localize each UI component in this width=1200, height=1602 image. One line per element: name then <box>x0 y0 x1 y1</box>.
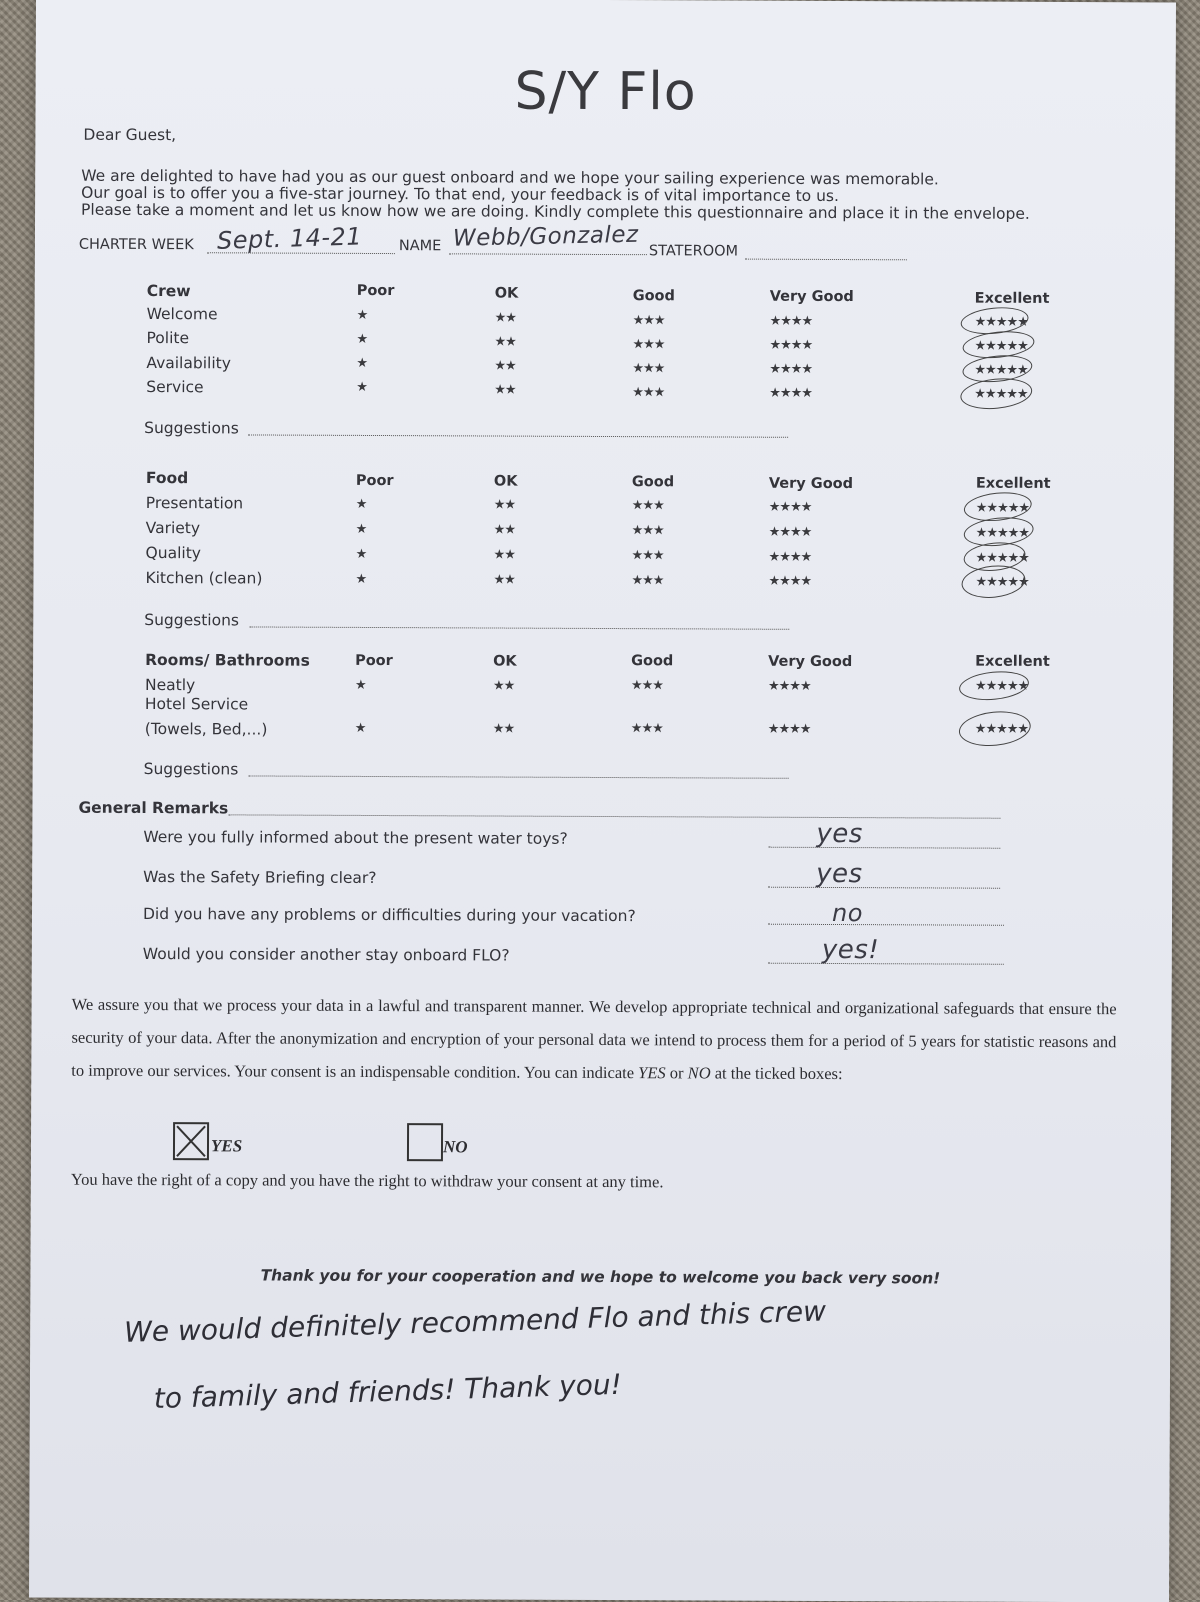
circled-excellent-mark <box>958 668 1030 703</box>
food-item-variety: Variety <box>145 518 201 538</box>
rating-4-stars[interactable]: ★★★★ <box>769 361 813 377</box>
consent-yes-word: YES <box>638 1063 666 1083</box>
food-item-kitchen: Kitchen (clean) <box>145 568 263 588</box>
consent-text: We assure you that we process your data in a lawful and transparent manner. We develop appropriate technical and organizational safeguards that ensure the security of your data. After the anonymization and encryption of your personal data we intend to process them for a period of 5 years for statistic reasons and to improve our services. Your consent is an indispensable condition. You can indicate <box>71 994 1117 1083</box>
rating-2-stars[interactable]: ★★ <box>493 522 516 538</box>
crew-suggestions-line[interactable] <box>248 434 788 437</box>
name-line <box>449 253 647 255</box>
food-section-title: Food <box>145 468 189 488</box>
rating-4-stars[interactable]: ★★★★ <box>768 524 812 540</box>
rooms-section-title: Rooms/ Bathrooms <box>145 650 310 670</box>
rating-5-stars[interactable]: ★★★★★ <box>975 574 1029 590</box>
rating-4-stars[interactable]: ★★★★ <box>769 385 812 401</box>
answer-line[interactable] <box>768 887 1000 889</box>
rating-1-stars[interactable]: ★ <box>356 379 367 395</box>
answer-problems[interactable]: no <box>831 898 863 928</box>
rating-5-stars[interactable]: ★★★★★ <box>975 500 1030 516</box>
rating-3-stars[interactable]: ★★★ <box>632 337 665 353</box>
food-col-good: Good <box>631 474 675 491</box>
rating-5-stars[interactable]: ★★★★★ <box>975 525 1029 541</box>
crew-col-excellent: Excellent <box>974 290 1050 307</box>
crew-item-availability: Availability <box>146 353 231 373</box>
answer-another-stay[interactable]: yes! <box>821 934 880 966</box>
consent-no-checkbox[interactable] <box>407 1123 443 1161</box>
charter-week-label: CHARTER WEEK <box>78 236 194 254</box>
circled-excellent-mark <box>957 708 1032 749</box>
question-problems: Did you have any problems or difficulties during your vacation? <box>142 904 636 926</box>
crew-section-title: Crew <box>146 281 191 301</box>
rooms-item-hotel-service: Hotel Service <box>144 694 249 714</box>
food-col-very-good: Very Good <box>768 475 854 493</box>
rooms-col-good: Good <box>631 653 674 670</box>
consent-text-end: at the ticked boxes: <box>710 1063 843 1084</box>
rating-3-stars[interactable]: ★★★ <box>631 548 664 564</box>
crew-item-polite: Polite <box>146 328 190 348</box>
food-col-poor: Poor <box>355 472 394 490</box>
name-label: NAME <box>398 238 442 255</box>
rating-4-stars[interactable]: ★★★★ <box>768 573 812 589</box>
rooms-col-very-good: Very Good <box>768 653 853 671</box>
crew-item-service: Service <box>146 377 204 397</box>
question-water-toys: Were you fully informed about the present water toys? <box>143 827 568 848</box>
stateroom-label: STATEROOM <box>648 243 739 260</box>
answer-line[interactable] <box>768 924 1004 926</box>
rooms-col-poor: Poor <box>355 652 393 670</box>
rating-5-stars[interactable]: ★★★★★ <box>974 338 1028 354</box>
general-remarks-line[interactable] <box>228 814 1000 818</box>
rating-1-stars[interactable]: ★ <box>355 546 367 562</box>
rooms-col-ok: OK <box>493 653 517 670</box>
consent-or-word: or <box>665 1063 688 1083</box>
rating-5-stars[interactable]: ★★★★★ <box>974 362 1028 378</box>
rating-2-stars[interactable]: ★★ <box>494 382 516 398</box>
food-item-quality: Quality <box>145 543 202 563</box>
food-col-ok: OK <box>493 473 518 490</box>
check-x-icon <box>175 1124 207 1158</box>
rating-4-stars[interactable]: ★★★★ <box>767 721 811 737</box>
rating-1-stars[interactable]: ★ <box>354 677 366 693</box>
rating-2-stars[interactable]: ★★ <box>493 572 515 588</box>
rating-1-stars[interactable]: ★ <box>356 331 368 347</box>
rating-3-stars[interactable]: ★★★ <box>632 385 665 401</box>
circled-excellent-mark <box>960 563 1027 601</box>
rating-2-stars[interactable]: ★★ <box>493 547 515 563</box>
food-suggestions-label: Suggestions <box>144 610 240 630</box>
rating-3-stars[interactable]: ★★★ <box>631 523 664 539</box>
consent-no-word: NO <box>687 1063 711 1083</box>
rating-2-stars[interactable]: ★★ <box>494 358 516 374</box>
form-title: S/Y Flo <box>514 61 697 123</box>
rating-3-stars[interactable]: ★★★ <box>632 313 665 329</box>
answer-safety-briefing[interactable]: yes <box>816 858 863 890</box>
circled-excellent-mark <box>959 375 1034 412</box>
questionnaire-sheet <box>29 0 1176 1602</box>
rating-5-stars[interactable]: ★★★★★ <box>974 314 1028 330</box>
crew-col-ok: OK <box>494 285 519 302</box>
consent-rights-text: You have the right of a copy and you have the right to withdraw your consent at any time. <box>70 1169 664 1192</box>
rating-1-stars[interactable]: ★ <box>355 571 367 587</box>
rating-5-stars[interactable]: ★★★★★ <box>975 550 1029 566</box>
rooms-suggestions-label: Suggestions <box>143 759 239 779</box>
name-value[interactable]: Webb/Gonzalez <box>452 221 639 252</box>
crew-item-welcome: Welcome <box>146 304 218 324</box>
rating-5-stars[interactable]: ★★★★★ <box>974 678 1029 694</box>
rating-4-stars[interactable]: ★★★★ <box>767 678 811 694</box>
greeting: Dear Guest, <box>83 125 177 145</box>
food-suggestions-line[interactable] <box>249 626 789 629</box>
answer-line[interactable] <box>768 963 1004 965</box>
thank-you-message: Thank you for your cooperation and we hope to welcome you back very soon! <box>260 1266 941 1288</box>
rating-1-stars[interactable]: ★ <box>356 355 368 371</box>
rooms-col-excellent: Excellent <box>975 653 1050 670</box>
answer-water-toys[interactable]: yes <box>816 818 863 850</box>
rating-2-stars[interactable]: ★★ <box>492 678 515 694</box>
intro-line-2: Our goal is to offer you a five-star journey. To that end, your feedback is of vital importance to us. <box>81 183 839 206</box>
rooms-suggestions-line[interactable] <box>249 775 789 778</box>
question-another-stay: Would you consider another stay onboard FLO? <box>142 944 510 965</box>
rating-3-stars[interactable]: ★★★ <box>631 498 664 514</box>
rating-4-stars[interactable]: ★★★★ <box>768 549 812 565</box>
rating-3-stars[interactable]: ★★★ <box>630 678 664 694</box>
rating-2-stars[interactable]: ★★ <box>493 497 516 513</box>
rating-2-stars[interactable]: ★★ <box>494 334 516 350</box>
crew-suggestions-label: Suggestions <box>144 418 239 438</box>
rating-3-stars[interactable]: ★★★ <box>632 361 665 377</box>
rating-5-stars[interactable]: ★★★★★ <box>974 386 1028 402</box>
rating-1-stars[interactable]: ★ <box>356 307 368 323</box>
food-item-presentation: Presentation <box>145 493 244 513</box>
question-safety-briefing: Was the Safety Briefing clear? <box>143 867 377 888</box>
general-remarks-title: General Remarks <box>78 798 229 818</box>
rating-2-stars[interactable]: ★★ <box>492 721 515 737</box>
handwritten-note-line-1: We would definitely recommend Flo and this crew <box>123 1294 827 1349</box>
rating-4-stars[interactable]: ★★★★ <box>769 337 813 353</box>
rating-3-stars[interactable]: ★★★ <box>630 721 663 737</box>
rating-1-stars[interactable]: ★ <box>355 521 367 537</box>
intro-line-1: We are delighted to have had you as our guest onboard and we hope your sailing experience was memorable. <box>81 166 939 189</box>
rooms-item-hotel-service-detail: (Towels, Bed,...) <box>144 719 268 739</box>
rating-5-stars[interactable]: ★★★★★ <box>974 721 1029 737</box>
rating-4-stars[interactable]: ★★★★ <box>768 499 812 515</box>
rooms-item-neatly: Neatly <box>144 675 196 695</box>
rating-4-stars[interactable]: ★★★★ <box>769 313 813 329</box>
rating-1-stars[interactable]: ★ <box>354 720 366 736</box>
food-col-excellent: Excellent <box>975 475 1051 492</box>
intro-line-3: Please take a moment and let us know how we are doing. Kindly complete this questionnaire and place it in the envelope. <box>81 200 1030 223</box>
crew-col-good: Good <box>632 288 675 305</box>
charter-week-value[interactable]: Sept. 14-21 <box>216 222 363 255</box>
consent-no-label: NO <box>442 1137 468 1157</box>
crew-col-poor: Poor <box>356 282 395 300</box>
consent-yes-label: YES <box>210 1136 243 1156</box>
rating-2-stars[interactable]: ★★ <box>494 310 516 326</box>
consent-yes-checkbox[interactable] <box>173 1122 209 1160</box>
answer-line[interactable] <box>768 847 1000 849</box>
data-consent-paragraph <box>71 988 1116 1092</box>
rating-3-stars[interactable]: ★★★ <box>631 573 664 589</box>
crew-col-very-good: Very Good <box>769 288 854 306</box>
stateroom-line[interactable] <box>745 259 907 261</box>
handwritten-note-line-2: to family and friends! Thank you! <box>153 1367 623 1416</box>
rating-1-stars[interactable]: ★ <box>355 496 367 512</box>
